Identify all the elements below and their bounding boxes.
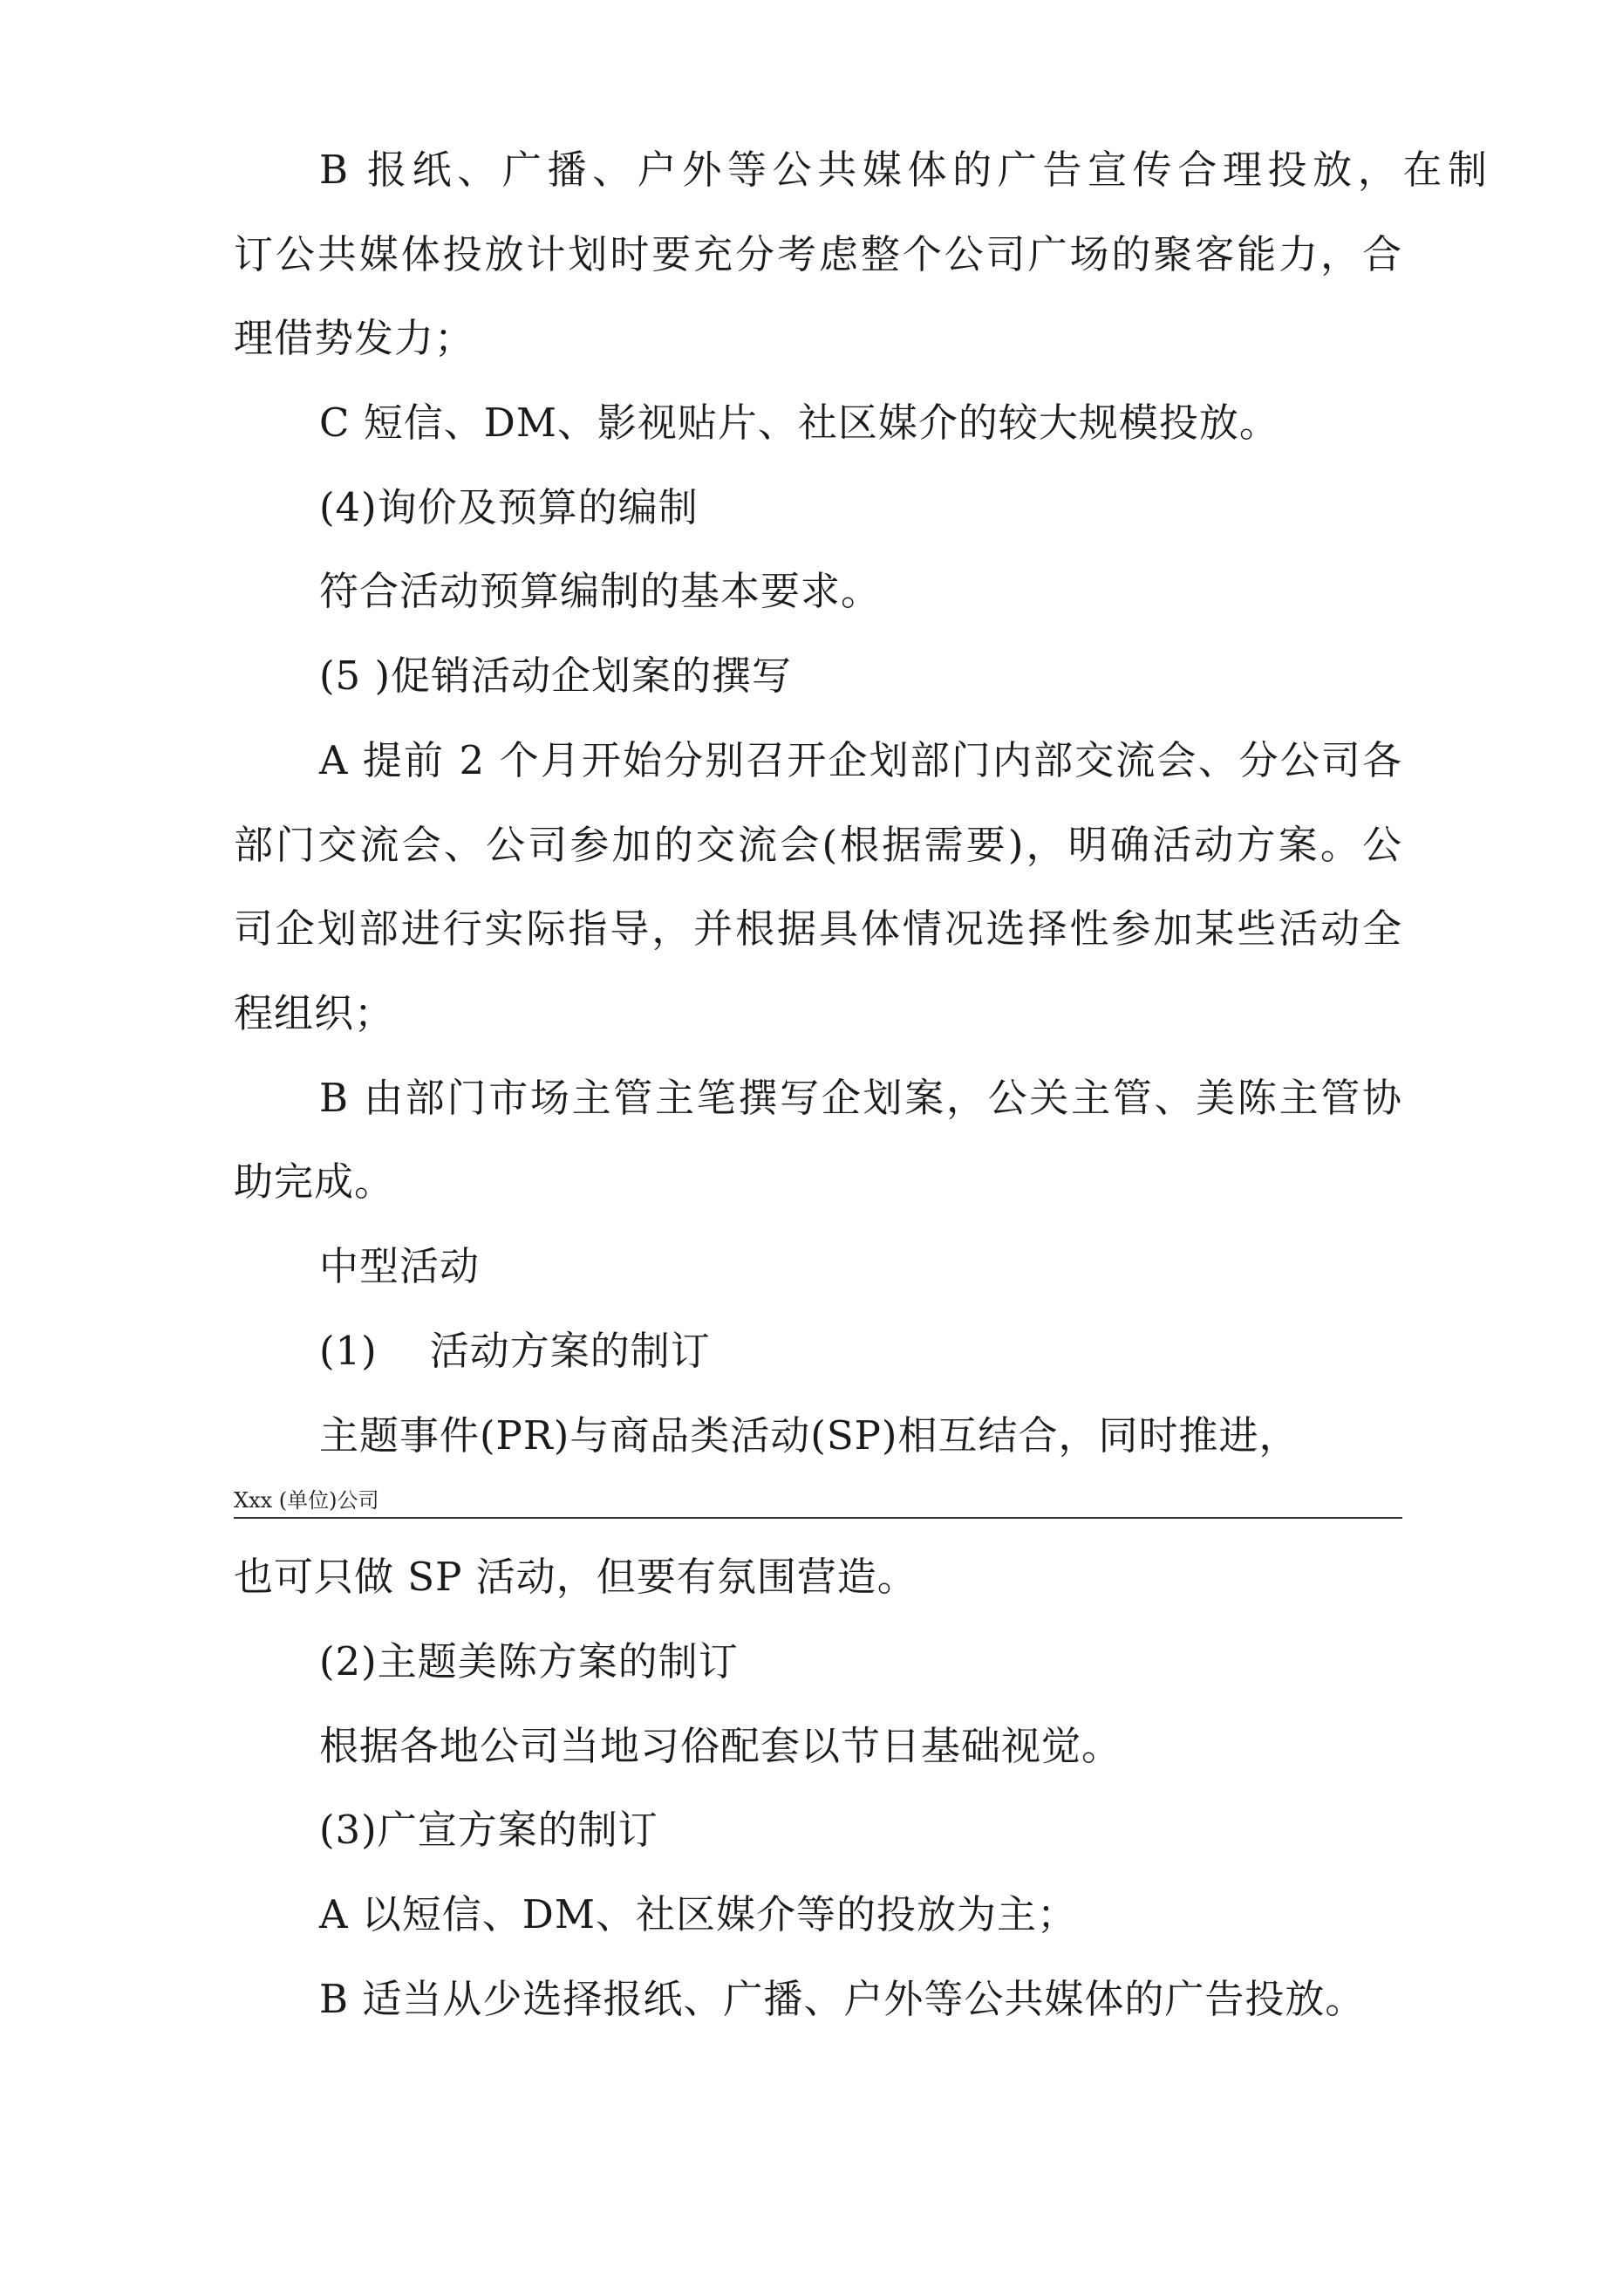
section-heading: (5 )促销活动企划案的撰写 <box>319 653 793 699</box>
paragraph-line: 司企划部进行实际指导，并根据具体情况选择性参加某些活动全 <box>234 905 1402 952</box>
paragraph-line: 根据各地公司当地习俗配套以节日基础视觉。 <box>319 1723 1122 1769</box>
paragraph-line: 符合活动预算编制的基本要求。 <box>319 568 882 614</box>
paragraph-line: B 适当从少选择报纸、广播、户外等公共媒体的广告投放。 <box>319 1976 1366 2022</box>
paragraph-line: B 报纸、广播、户外等公共媒体的广告宣传合理投放，在制 <box>319 147 1488 193</box>
section-heading: (2)主题美陈方案的制订 <box>319 1638 739 1684</box>
paragraph-line: B 由部门市场主管主笔撰写企划案，公关主管、美陈主管协 <box>319 1075 1402 1121</box>
paragraph-line: 助完成。 <box>234 1158 395 1205</box>
numbered-heading <box>319 1325 711 1377</box>
paragraph-line: 也可只做 SP 活动，但要有氛围营造。 <box>234 1554 917 1600</box>
paragraph-line: 理借势发力； <box>234 315 475 361</box>
paragraph-line: 订公共媒体投放计划时要充分考虑整个公司广场的聚客能力，合 <box>234 231 1402 277</box>
paragraph-line: 主题事件(PR)与商品类活动(SP)相互结合，同时推进， <box>319 1412 1299 1459</box>
paragraph-line: 部门交流会、公司参加的交流会(根据需要)，明确活动方案。公 <box>234 822 1402 868</box>
page-footer: Xxx (单位)公司 <box>234 1488 379 1513</box>
paragraph-line: 程组织； <box>234 990 395 1036</box>
footer-divider <box>234 1517 1402 1519</box>
paragraph-line: C 短信、DM、影视贴片、社区媒介的较大规模投放。 <box>319 400 1279 446</box>
section-heading: (4)询价及预算的编制 <box>319 484 699 530</box>
paragraph-line: A 提前 2 个月开始分别召开企划部门内部交流会、分公司各 <box>319 737 1402 783</box>
section-heading: 中型活动 <box>319 1243 481 1289</box>
heading-text: 活动方案的制订 <box>429 1328 711 1374</box>
heading-number: (1) <box>319 1328 378 1374</box>
paragraph-line: A 以短信、DM、社区媒介等的投放为主； <box>319 1891 1077 1937</box>
section-heading: (3)广宣方案的制订 <box>319 1807 658 1853</box>
